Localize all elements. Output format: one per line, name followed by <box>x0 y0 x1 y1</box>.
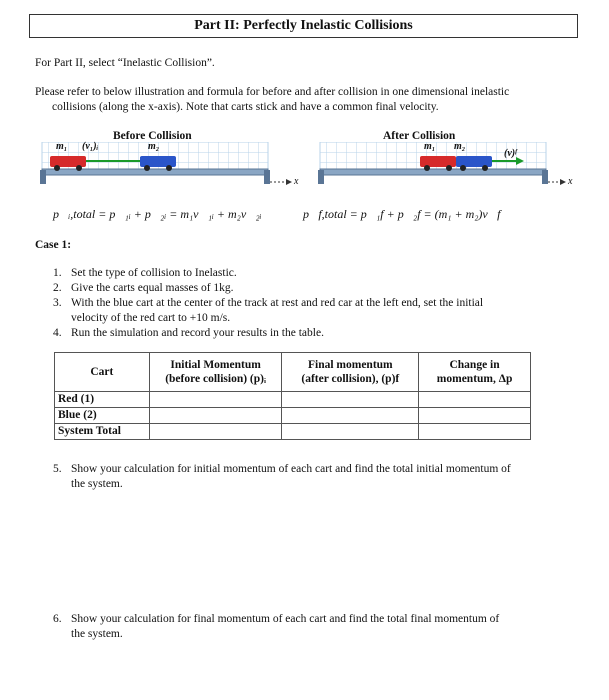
after-axis-label: x <box>568 176 573 187</box>
question-5-line1: Show your calculation for initial momentum of each cart and find the total initial momentum of <box>71 463 511 475</box>
before-track-right-end <box>264 170 270 184</box>
cell-blue-initial[interactable] <box>149 408 282 424</box>
question-6-line1: Show your calculation for final momentum of each cart and find the total final momentum of <box>71 613 500 625</box>
row-label-red: Red (1) <box>55 392 150 408</box>
header-final-momentum: Final momentum (after collision), (p)f <box>282 353 419 392</box>
after-track-left-end <box>318 170 324 184</box>
step-item-continuation <box>53 311 583 326</box>
header-initial-momentum: Initial Momentum (before collision) (p)ᵢ <box>149 353 282 392</box>
after-m2-label: m₂ <box>454 141 466 152</box>
cell-blue-change[interactable] <box>419 408 531 424</box>
after-collision-figure <box>316 128 578 192</box>
cell-red-initial[interactable] <box>149 392 282 408</box>
before-m1-label: m₁ <box>56 141 68 152</box>
before-track <box>42 169 268 175</box>
before-v1-label: (v₁)ᵢ <box>82 141 99 152</box>
after-track-svg <box>316 142 578 192</box>
before-collision-title: Before Collision <box>113 130 192 142</box>
row-label-blue: Blue (2) <box>55 408 150 424</box>
step-text: velocity of the red cart to +10 m/s. <box>71 312 231 324</box>
before-red-wheel-right <box>76 165 82 171</box>
question-6-line2: the system. <box>71 628 123 640</box>
steps-list <box>53 266 583 341</box>
step-number: 2. <box>53 282 62 294</box>
table-header-row <box>55 353 531 392</box>
intro-text: For Part II, select “Inelastic Collision”. <box>35 57 215 69</box>
after-vf-label: (v)ᶠ <box>504 148 517 159</box>
cell-total-change[interactable] <box>419 424 531 440</box>
page-title: Part II: Perfectly Inelastic Collisions <box>29 14 578 38</box>
header-cart: Cart <box>55 353 150 392</box>
table-row <box>55 424 531 440</box>
table-row <box>55 408 531 424</box>
step-item <box>53 266 583 281</box>
step-item <box>53 326 583 341</box>
after-red-cart <box>420 156 456 167</box>
refer-text-line1: Please refer to below illustration and formula for before and after collision in one dimensional inelastic <box>35 86 510 98</box>
step-number: 1. <box>53 267 62 279</box>
refer-text-line2: collisions (along the x-axis). Note that carts stick and have a common final velocity. <box>52 101 439 113</box>
case-label: Case 1: <box>35 239 72 251</box>
step-text: Give the carts equal masses of 1kg. <box>71 282 234 294</box>
after-red-wheel-left <box>424 165 430 171</box>
step-item <box>53 296 583 311</box>
before-red-cart <box>50 156 86 167</box>
before-blue-cart <box>140 156 176 167</box>
header-change-momentum: Change in momentum, Δp <box>419 353 531 392</box>
step-number: 3. <box>53 297 62 309</box>
after-collision-title: After Collision <box>383 130 456 142</box>
cell-blue-final[interactable] <box>282 408 419 424</box>
before-axis-arrowhead <box>286 179 292 185</box>
after-blue-wheel-left <box>460 165 466 171</box>
step-text: With the blue cart at the center of the track at rest and red car at the left end, set the initial <box>71 297 484 309</box>
after-red-wheel-right <box>446 165 452 171</box>
before-track-left-end <box>40 170 46 184</box>
cell-total-initial[interactable] <box>149 424 282 440</box>
after-track <box>320 169 546 175</box>
before-blue-wheel-right <box>166 165 172 171</box>
step-text: Run the simulation and record your results in the table. <box>71 327 324 339</box>
before-red-wheel-left <box>54 165 60 171</box>
before-m2-label: m₂ <box>148 141 160 152</box>
before-axis-label: x <box>294 176 299 187</box>
equation-after: p⃗f,total = p⃗₁f + p⃗₂f = (m₁ + m₂)v⃗f <box>303 207 501 221</box>
step-text: Set the type of collision to Inelastic. <box>71 267 237 279</box>
cell-red-change[interactable] <box>419 392 531 408</box>
row-label-system-total: System Total <box>55 424 150 440</box>
before-track-svg <box>38 142 300 192</box>
question-6-number: 6. <box>53 613 62 625</box>
before-collision-figure <box>38 128 300 192</box>
cell-red-final[interactable] <box>282 392 419 408</box>
after-track-right-end <box>542 170 548 184</box>
results-table <box>54 352 531 440</box>
step-number: 4. <box>53 327 62 339</box>
after-blue-cart <box>456 156 492 167</box>
after-axis-arrowhead <box>560 179 566 185</box>
equation-before: p⃗ᵢ,total = p⃗₁ᵢ + p⃗₂ᵢ = m₁v⃗₁ᵢ + m₂v⃗₂ᵢ <box>53 207 262 221</box>
cell-total-final[interactable] <box>282 424 419 440</box>
question-5-number: 5. <box>53 463 62 475</box>
after-m1-label: m₁ <box>424 141 436 152</box>
table-row <box>55 392 531 408</box>
step-item <box>53 281 583 296</box>
after-blue-wheel-right <box>482 165 488 171</box>
before-blue-wheel-left <box>144 165 150 171</box>
question-5-line2: the system. <box>71 478 123 490</box>
